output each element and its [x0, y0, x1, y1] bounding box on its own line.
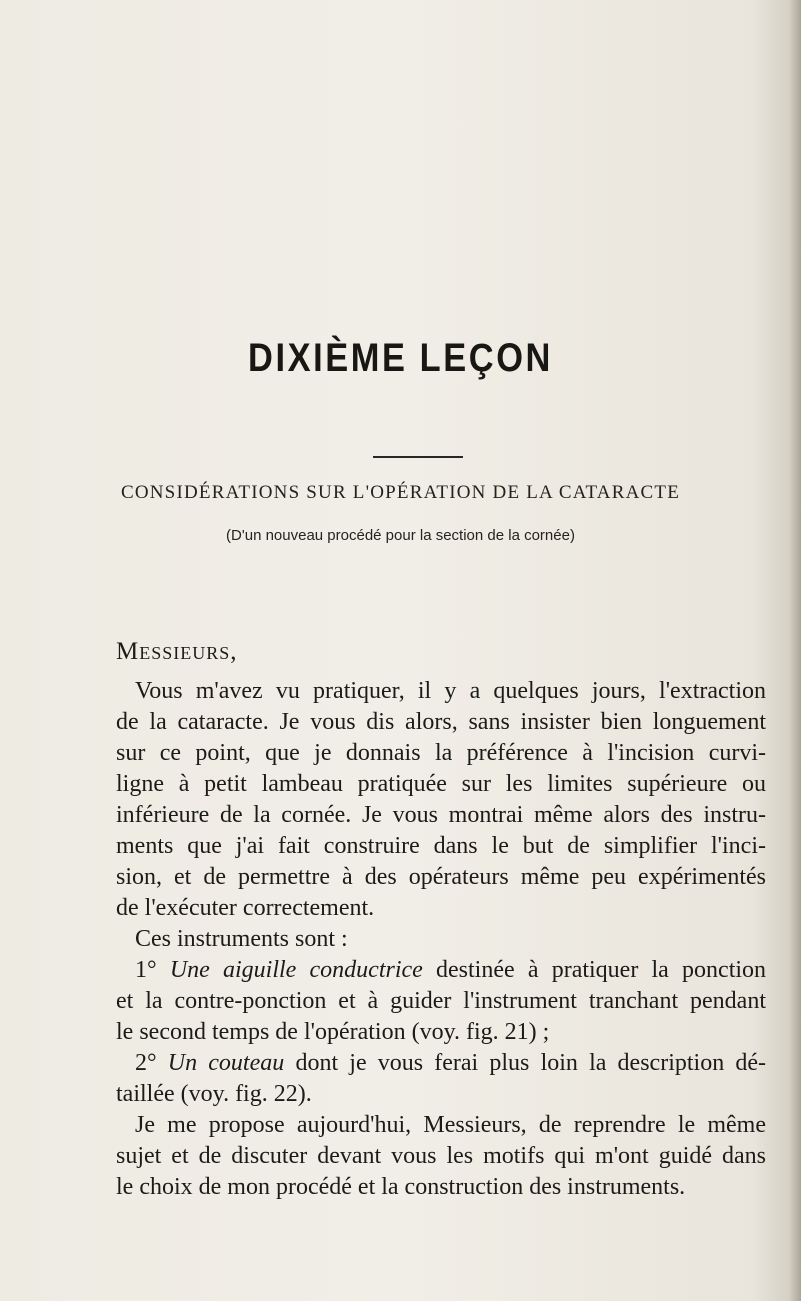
paragraph1-line: inférieure de la cornée. Je vous montrai même alors des instru- — [116, 802, 766, 828]
paragraph1-line: Vous m'avez vu pratiquer, il y a quelques jours, l'extraction — [135, 678, 766, 704]
paragraph1-line: de l'exécuter correctement. — [116, 895, 375, 921]
item2-line1-rest: dont je vous ferai plus loin la description dé- — [295, 1050, 767, 1076]
final-paragraph-line: le choix de mon procédé et la construction des instruments. — [116, 1174, 686, 1200]
item1-title: Une aiguille conductrice — [169, 957, 423, 983]
heading-divider — [373, 456, 463, 458]
salutation: Messieurs, — [116, 638, 238, 665]
item2-number: 2° — [135, 1050, 157, 1076]
body-text — [116, 676, 766, 1203]
item2-title: Un couteau — [167, 1050, 285, 1076]
lesson-parenthetical: (D'un nouveau procédé pour la section de la cornée) — [226, 527, 575, 544]
lesson-subtitle: CONSIDÉRATIONS SUR L'OPÉRATION DE LA CATARACTE — [120, 482, 681, 503]
item1-line3: le second temps de l'opération (voy. fig. 21) ; — [116, 1019, 550, 1045]
final-paragraph-line: sujet et de discuter devant vous les motifs qui m'ont guidé dans — [116, 1143, 766, 1169]
paragraph1-line: sion, et de permettre à des opérateurs même peu expérimentés — [116, 864, 766, 890]
paragraph1-line: sur ce point, que je donnais la préférence à l'incision curvi- — [116, 740, 766, 766]
paragraph1-line: ligne à petit lambeau pratiquée sur les limites supérieure ou — [116, 771, 766, 797]
final-paragraph-line: Je me propose aujourd'hui, Messieurs, de reprendre le même — [135, 1112, 766, 1138]
item1-line1-rest: destinée à pratiquer la ponction — [436, 957, 767, 983]
paragraph1-line: de la cataracte. Je vous dis alors, sans insister bien longuement — [116, 709, 766, 735]
page-edge-shadow — [789, 0, 801, 1301]
item2-line2: taillée (voy. fig. 22). — [116, 1081, 312, 1107]
instruments-intro: Ces instruments sont : — [135, 926, 348, 952]
item1-first-line — [116, 955, 766, 986]
lesson-heading: DIXIÈME LEÇON — [248, 336, 553, 380]
item2-first-line — [116, 1048, 766, 1079]
item1-line2: et la contre-ponction et à guider l'instrument tranchant pendant — [116, 988, 766, 1014]
paragraph1-line: ments que j'ai fait construire dans le but de simplifier l'inci- — [116, 833, 766, 859]
item1-number: 1° — [135, 957, 157, 983]
